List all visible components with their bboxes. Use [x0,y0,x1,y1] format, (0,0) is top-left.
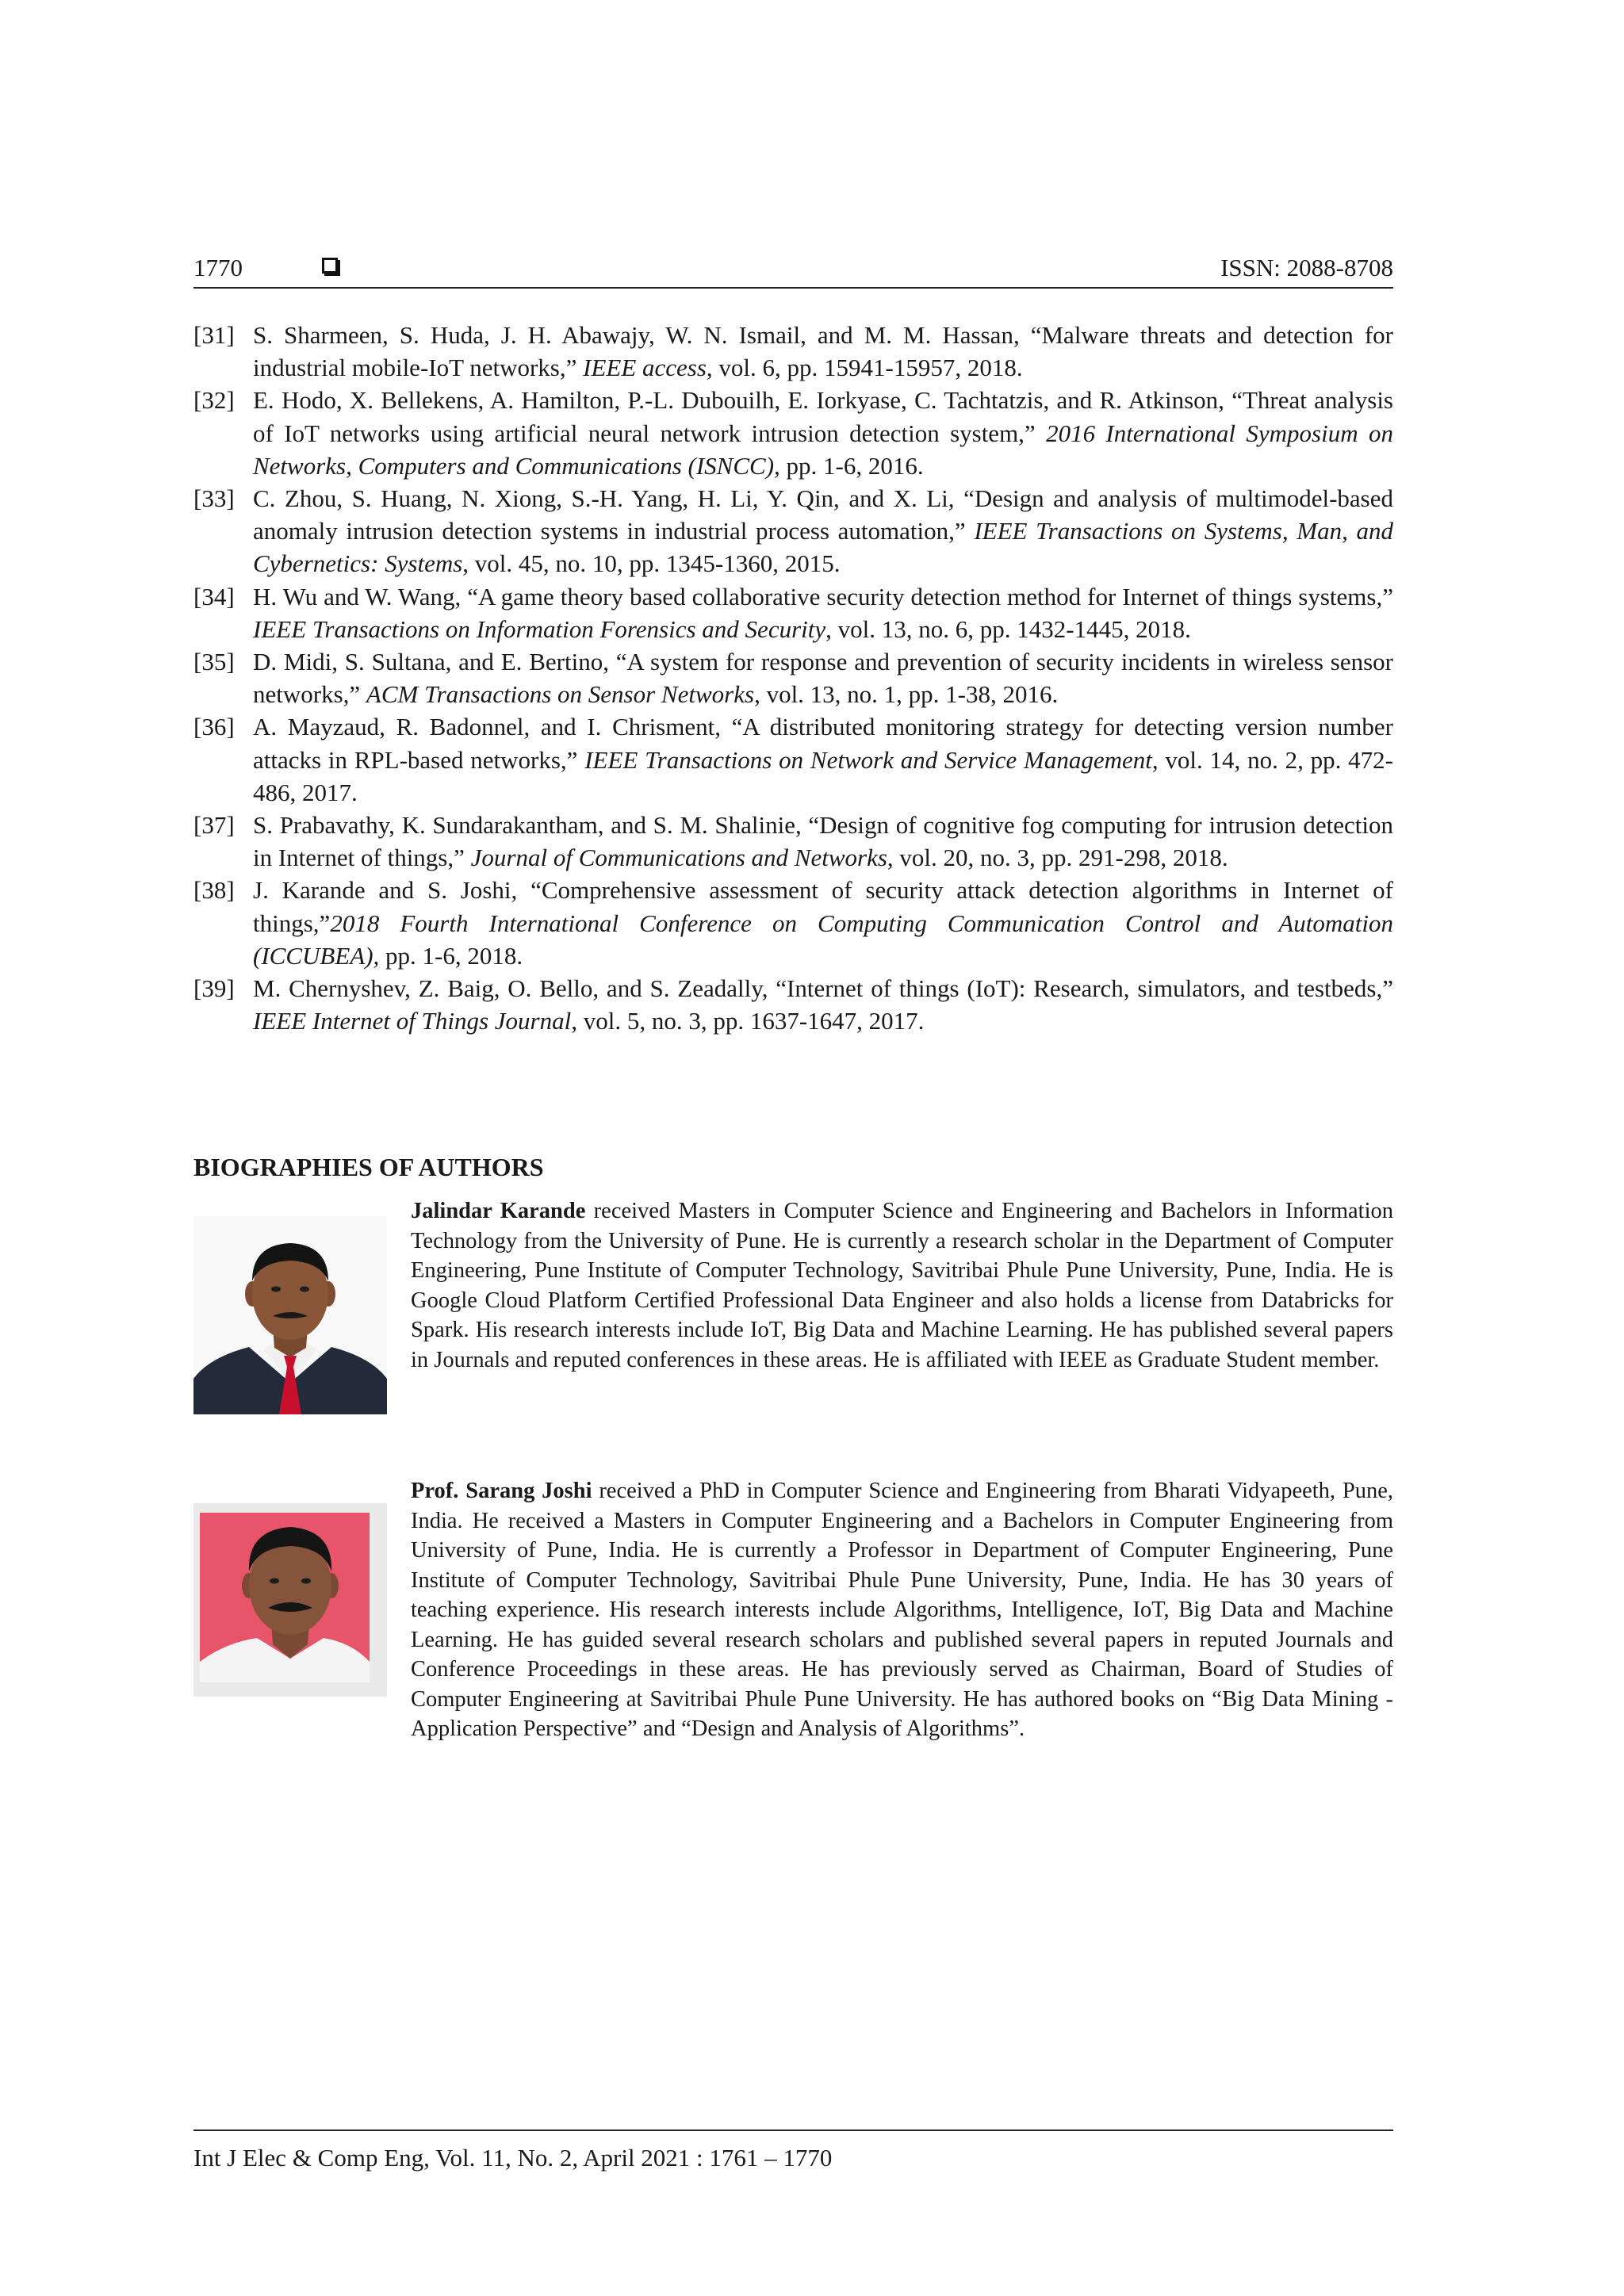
reference-number: [39] [193,974,235,1003]
reference-item [193,384,1393,482]
reference-venue: IEEE Internet of Things Journal [253,1007,572,1035]
reference-authors-title: E. Hodo, X. Bellekens, A. Hamilton, P.-L. Dubouilh, E. Iorkyase, C. Tachtatzis, and R. Atkinson, “Threat analysis of IoT networks using artificial neural network intrusion detection system,” [253,386,1393,447]
reference-text [253,809,1393,874]
reference-venue: IEEE Transactions on Systems, Man, and Cybernetics: Systems [253,517,1394,578]
reference-authors-title: D. Midi, S. Sultana, and E. Bertino, “A system for response and prevention of security incidents in wireless sensor networks,” [253,648,1393,709]
reference-authors-title: M. Chernyshev, Z. Baig, O. Bello, and S. Zeadally, “Internet of things (IoT): Research, simulators, and testbeds,” [253,974,1393,1003]
reference-text [253,580,1393,645]
reference-number: [35] [193,648,235,676]
author-biography-karande [411,1196,1393,1375]
reference-details: , vol. 13, no. 6, pp. 1432-1445, 2018. [825,614,1191,643]
reference-item [193,874,1393,972]
reference-venue: ACM Transactions on Sensor Networks [366,680,755,709]
reference-details: , vol. 6, pp. 15941-15957, 2018. [706,354,1023,382]
reference-number: [37] [193,811,235,840]
reference-text [253,482,1393,580]
reference-item [193,580,1393,645]
reference-authors-title: S. Sharmeen, S. Huda, J. H. Abawajy, W. N. Ismail, and M. M. Hassan, “Malware threats and detection for industrial mobile-IoT networks,” [253,321,1393,382]
reference-venue: 2016 International Symposium on Networks, Computers and Communications (ISNCC), [253,419,1393,480]
reference-details: , vol. 14, no. 2, pp. 472-486, 2017. [253,745,1393,806]
reference-text [253,384,1393,482]
reference-number: [38] [193,876,235,905]
reference-details: , vol. 5, no. 3, pp. 1637-1647, 2017. [571,1007,925,1035]
reference-list [193,319,1393,1037]
reference-details: , vol. 13, no. 1, pp. 1-38, 2016. [754,680,1059,709]
reference-details: pp. 1-6, 2018. [379,941,523,970]
reference-number: [36] [193,713,235,741]
reference-text [253,874,1393,972]
reference-authors-title: J. Karande and S. Joshi, “Comprehensive assessment of security attack detection algorithms in Internet of things,” [253,876,1393,937]
biography-text: received a PhD in Computer Science and Engineering from Bharati Vidyapeeth, Pune, India. He received a Masters in Computer Engineering and a Bachelors in Computer Engineering from University of Pune, India. He is currently a Professor in Department of Computer Engineering, Pune Institute of Computer Technology, Savitribai Phule Pune University, Pune, India. He has 30 years of teaching experience. His research interests include Algorithms, Intelligence, IoT, Big Data and Machine Learning. He has guided several research scholars and published several papers in reputed Journals and Conference Proceedings in these areas. He has previously served as Chairman, Board of Studies of Computer Engineering at Savitribai Phule Pune University. He has authored books on “Big Data Mining - Application Perspective” and “Design and Analysis of Algorithms”. [411,1479,1393,1741]
reference-item [193,809,1393,874]
reference-venue: 2018 Fourth International Conference on Computing Communication Control and Automation (ICCUBEA), [253,909,1393,970]
reference-authors-title: C. Zhou, S. Huang, N. Xiong, S.-H. Yang, H. Li, Y. Qin, and X. Li, “Design and analysis of multimodel-based anomaly intrusion detection systems in industrial process automation,” [253,484,1393,545]
reference-authors-title: S. Prabavathy, K. Sundarakantham, and S. M. Shalinie, “Design of cognitive fog computing for intrusion detection in Internet of things,” [253,811,1393,872]
reference-item [193,972,1393,1037]
reference-text [253,710,1393,809]
reference-venue: IEEE Transactions on Network and Service Management [584,745,1152,774]
author-photo-joshi [193,1503,387,1697]
reference-authors-title: A. Mayzaud, R. Badonnel, and I. Chrisment, “A distributed monitoring strategy for detecting version number attacks in RPL-based networks,” [253,713,1393,774]
reference-venue: IEEE access [583,354,707,382]
biography-text: received Masters in Computer Science and Engineering and Bachelors in Information Technology from the University of Pune. He is currently a research scholar in the Department of Computer Engineering, Pune Institute of Computer Technology, Savitribai Phule Pune University, Pune, India. He is Google Cloud Platform Certified Professional Data Engineer and also holds a license from Databricks for Spark. His research interests include IoT, Big Data and Machine Learning. He has published several papers in Journals and reputed conferences in these areas. He is affiliated with IEEE as Graduate Student member. [411,1199,1393,1372]
reference-number: [33] [193,484,235,513]
reference-authors-title: H. Wu and W. Wang, “A game theory based collaborative security detection method for Internet of things systems,” [253,582,1393,610]
portrait-illustration [193,1216,387,1414]
author-name: Jalindar Karande [411,1199,586,1223]
reference-details: pp. 1-6, 2016. [779,451,924,480]
reference-text [253,319,1393,384]
reference-venue: Journal of Communications and Networks [470,844,887,872]
reference-number: [31] [193,321,235,349]
biographies-heading: BIOGRAPHIES OF AUTHORS [193,1153,544,1181]
issn: ISSN: 2088-8708 [1220,254,1393,281]
page-number: 1770 [193,254,243,281]
reference-details: , vol. 45, no. 10, pp. 1345-1360, 2015. [462,549,841,578]
author-photo-karande [193,1216,387,1414]
square-icon [322,258,338,274]
page-footer [193,2130,1393,2174]
reference-details: , vol. 20, no. 3, pp. 291-298, 2018. [887,844,1228,872]
reference-number: [34] [193,582,235,610]
author-name: Prof. Sarang Joshi [411,1479,592,1503]
reference-item [193,319,1393,384]
reference-item [193,482,1393,580]
reference-venue: IEEE Transactions on Information Forensics and Security [253,614,826,643]
reference-item [193,645,1393,710]
author-biography-joshi [411,1476,1393,1744]
reference-number: [32] [193,386,235,415]
page-header [193,252,1393,289]
journal-citation: Int J Elec & Comp Eng, Vol. 11, No. 2, April 2021 : 1761 – 1770 [193,2144,833,2172]
reference-text [253,972,1393,1037]
reference-item [193,710,1393,809]
portrait-illustration [193,1503,387,1697]
reference-text [253,645,1393,710]
